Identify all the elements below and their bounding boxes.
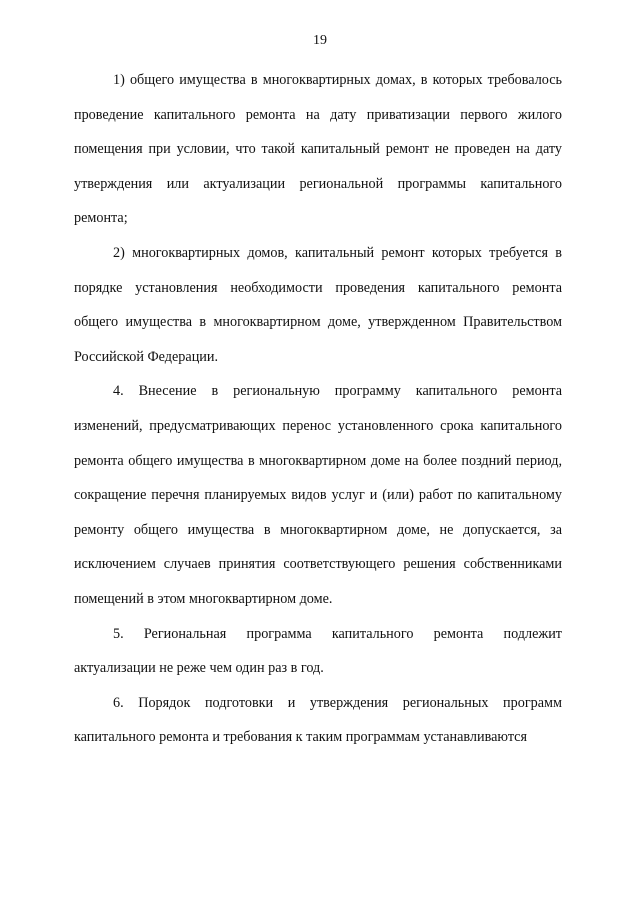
paragraph-item-1: 1) общего имущества в многоквартирных домах, в которых требовалось проведение капитального ремонта на дату приватизации первого жилого помещения при условии, что такой капитальный ремонт не проведен на дату утверждения или актуализации региональной программы капитального ремонта; — [74, 72, 562, 227]
paragraph-item-2: 2) многоквартирных домов, капитальный ремонт которых требуется в порядке установления необходимости проведения капитального ремонта общего имущества в многоквартирном доме, утвержденном Правительством Российской Федерации. — [74, 244, 562, 365]
paragraph-clause-6: 6. Порядок подготовки и утверждения региональных программ капитального ремонта и требования к таким программам устанавливаются — [74, 694, 562, 746]
document-body — [74, 63, 562, 755]
paragraph-clause-4: 4. Внесение в региональную программу капитального ремонта изменений, предусматривающих перенос установленного срока капитального ремонта общего имущества в многоквартирном доме на более поздний период, сокращение перечня планируемых видов услуг и (или) работ по капитальному ремонту общего имущества в многоквартирном доме, не допускается, за исключением случаев принятия соответствующего решения собственниками помещений в этом многоквартирном доме. — [74, 383, 562, 607]
page-number: 19 — [313, 33, 327, 48]
paragraph-clause-5: 5. Региональная программа капитального ремонта подлежит актуализации не реже чем один раз в год. — [74, 625, 562, 677]
